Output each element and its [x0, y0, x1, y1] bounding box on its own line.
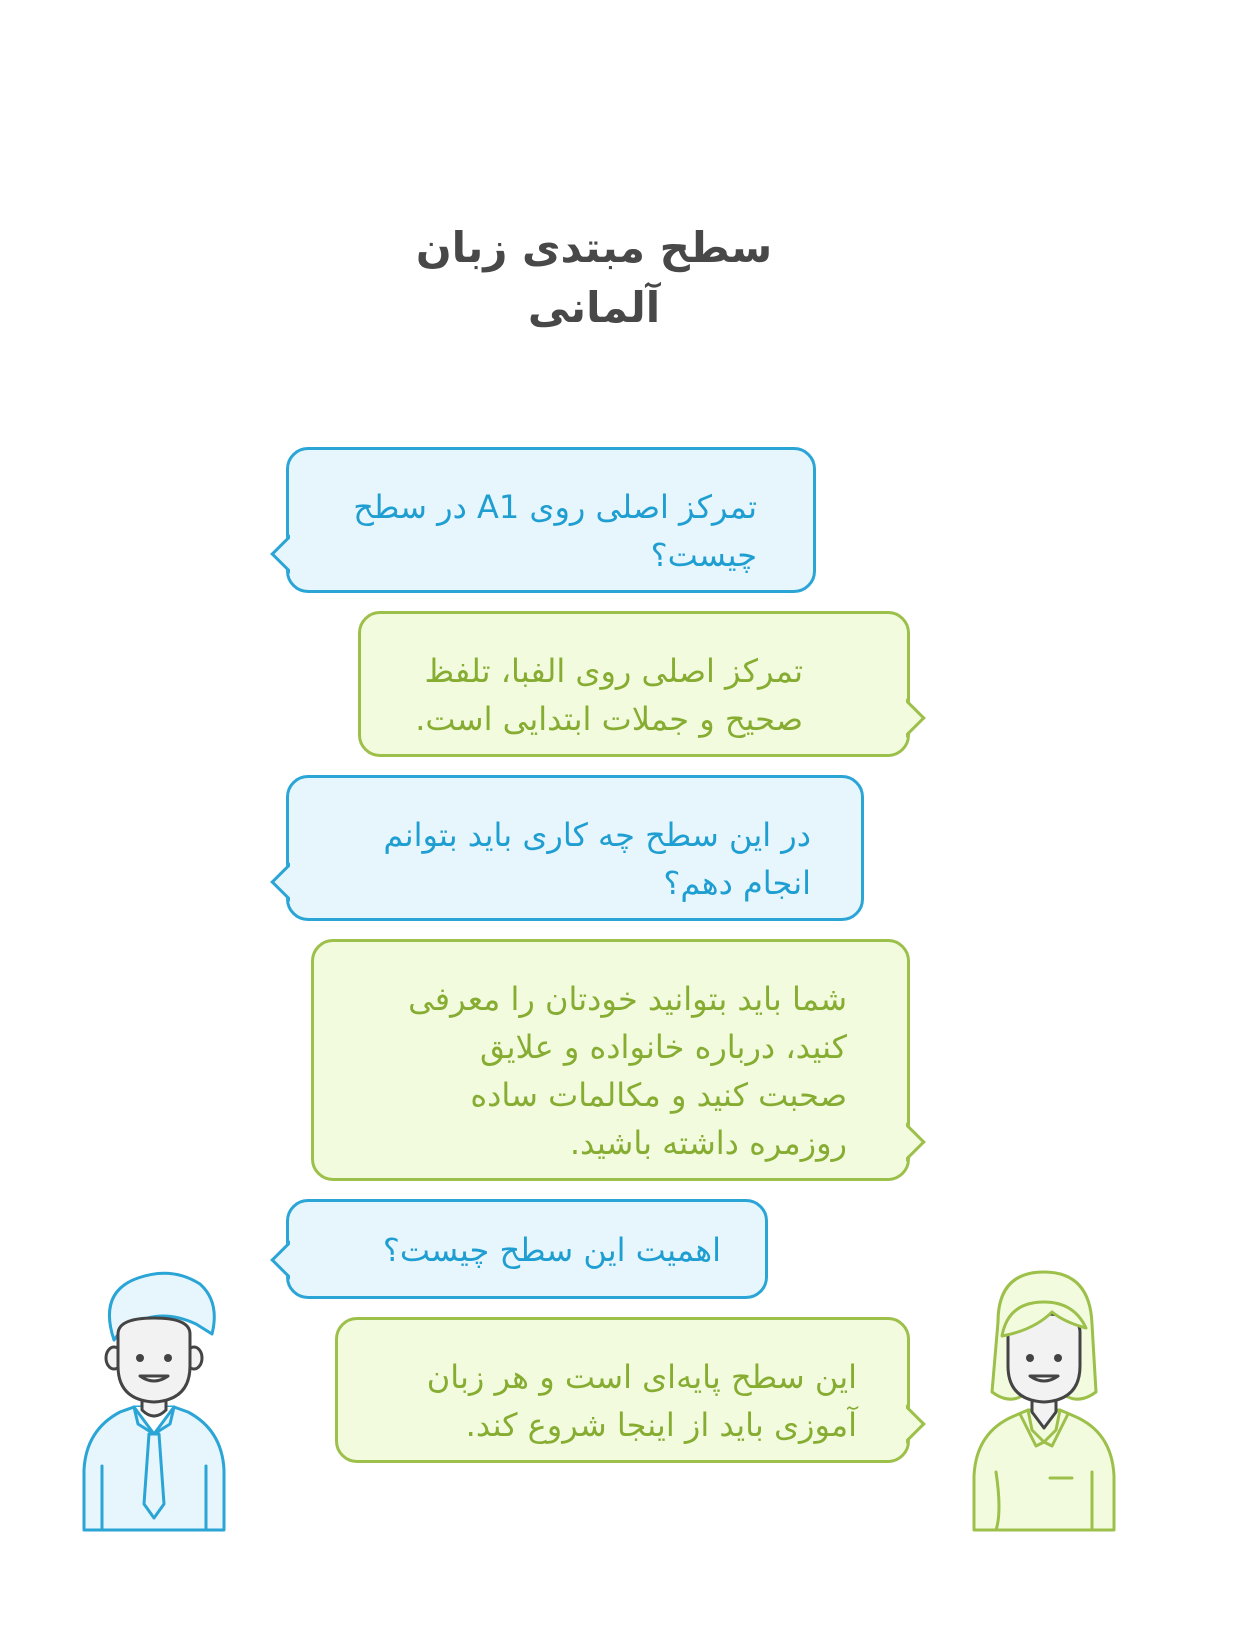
woman-avatar-icon — [968, 1262, 1120, 1532]
bubble-text-line: آموزی باید از اینجا شروع کند. — [465, 1406, 857, 1444]
bubble-text-line: شما باید بتوانید خودتان را معرفی — [408, 980, 847, 1018]
bubble-tail — [270, 534, 310, 574]
title-line-2: آلمانی — [527, 283, 661, 332]
bubble-tail — [270, 1240, 310, 1280]
bubble-tail — [886, 698, 926, 738]
question-bubble-1 — [286, 447, 816, 593]
question-bubble-3 — [286, 1199, 768, 1299]
bubble-text-line: تمرکز اصلی روی الفبا، تلفظ — [424, 652, 803, 690]
page-title — [374, 218, 814, 338]
title-line-1: سطح مبتدی زبان — [415, 223, 773, 272]
bubble-tail — [886, 1122, 926, 1162]
bubble-text-line: چیست؟ — [650, 536, 757, 574]
answer-bubble-1 — [358, 611, 910, 757]
question-bubble-2 — [286, 775, 864, 921]
bubble-tail — [270, 862, 310, 902]
bubble-text-line: این سطح پایه‌ای است و هر زبان — [426, 1358, 857, 1396]
bubble-text-line: انجام دهم؟ — [663, 864, 811, 902]
man-avatar-icon — [78, 1262, 230, 1532]
bubble-tail — [886, 1404, 926, 1444]
bubble-text-line: روزمره داشته باشید. — [569, 1124, 847, 1162]
bubble-text-line: صحبت کنید و مکالمات ساده — [470, 1076, 847, 1114]
bubble-text-line: کنید، درباره خانواده و علایق — [479, 1028, 847, 1066]
bubble-text-line: صحیح و جملات ابتدایی است. — [415, 700, 803, 738]
answer-bubble-3 — [335, 1317, 910, 1463]
bubble-text-line: تمرکز اصلی روی A1 در سطح — [353, 488, 757, 526]
bubble-text-line: اهمیت این سطح چیست؟ — [382, 1231, 721, 1269]
answer-bubble-2 — [311, 939, 910, 1181]
bubble-text-line: در این سطح چه کاری باید بتوانم — [383, 816, 811, 854]
